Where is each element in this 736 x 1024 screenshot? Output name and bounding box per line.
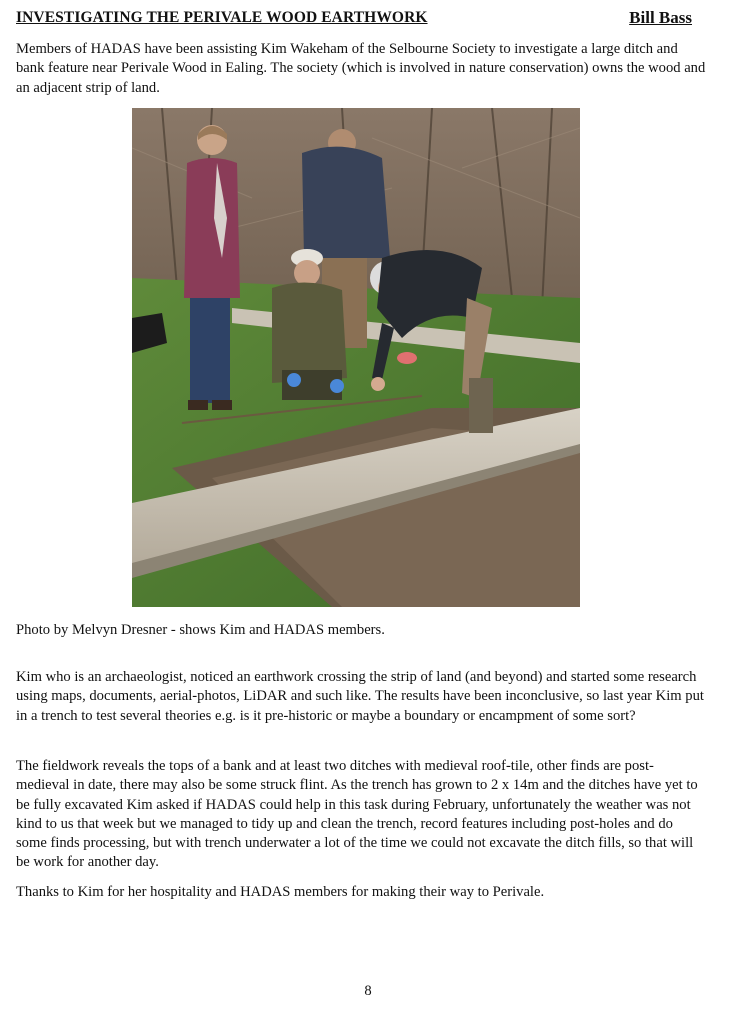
article-author: Bill Bass: [629, 8, 692, 27]
excavation-photo: [132, 108, 580, 607]
page-number: 8: [364, 983, 372, 999]
body-paragraph: The fieldwork reveals the tops of a bank and at least two ditches with medieval roof-tile, other finds are post-medieval in date, there may also be some struck flint. As the trench has grown to 2 x 14m and the ditches have yet to be fully excavated Kim asked if HADAS could help in this task during February, unfortunately the weather was not kind to us that week but we managed to tidy up and clean the trench, record features including post-holes and do some finds processing, but with trench underwater a lot of the time we could not excavate the ditch fills, so that will be work for another day.: [16, 758, 698, 871]
article-header: [16, 9, 692, 29]
body-paragraph: Thanks to Kim for her hospitality and HADAS members for making their way to Perivale.: [16, 884, 545, 900]
article-title: INVESTIGATING THE PERIVALE WOOD EARTHWORK: [16, 9, 428, 26]
intro-paragraph: Members of HADAS have been assisting Kim Wakeham of the Selbourne Society to investigate a large ditch and bank feature near Perivale Wood in Ealing. The society (which is involved in nature conservation) owns the wood and an adjacent strip of land.: [16, 41, 706, 96]
photo-caption: Photo by Melvyn Dresner - shows Kim and HADAS members.: [16, 622, 385, 638]
body-paragraph: Kim who is an archaeologist, noticed an earthwork crossing the strip of land (and beyond) and started some research using maps, documents, aerial-photos, LiDAR and such like. The results have been inconclusive, so last year Kim put in a trench to test several theories e.g. is it pre-historic or maybe a boundary or encampment of some sort?: [16, 669, 704, 724]
